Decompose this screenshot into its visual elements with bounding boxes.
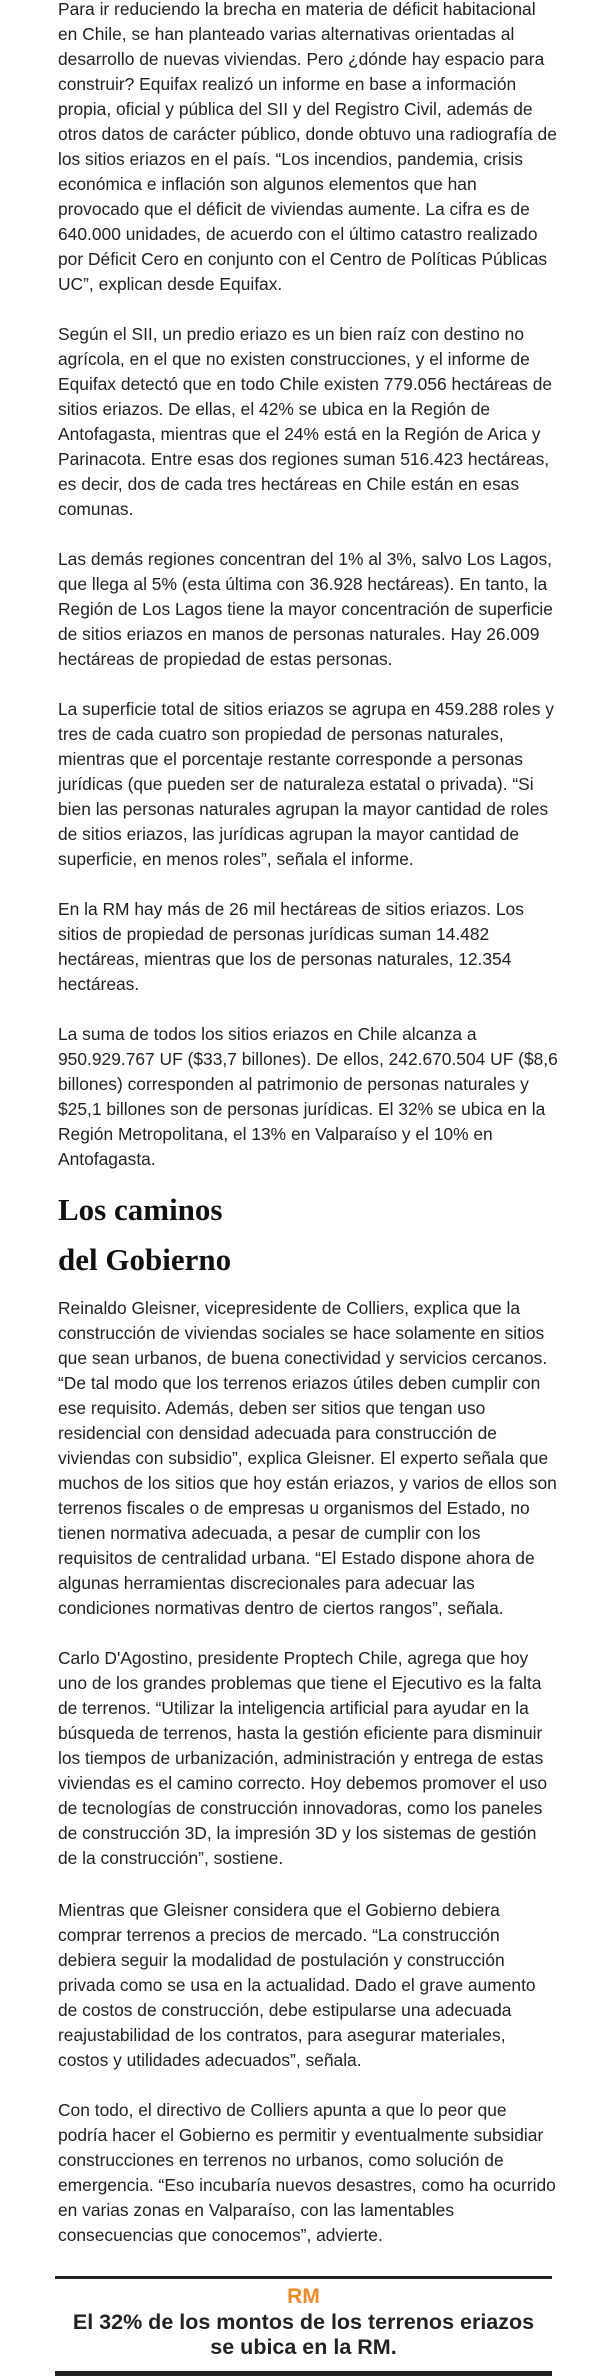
article-paragraph: Carlo D'Agostino, presidente Proptech Chile, agrega que hoy uno de los grandes problemas que tiene el Ejecutivo es la falta de terrenos. “Utilizar la inteligencia artificial para ayudar en la búsqueda de terrenos, hasta la gestión eficiente para disminuir los tiempos de urbanización, administración y entrega de estas viviendas es el camino correcto. Hoy debemos promover el uso de tecnologías de construcción innovadoras, como los paneles de construcción 3D, la impresión 3D y los sistemas de gestión de la construcción”, sostiene.: [58, 1648, 548, 1868]
article-paragraph: Las demás regiones concentran del 1% al 3%, salvo Los Lagos, que llega al 5% (esta última con 36.928 hectáreas). En tanto, la Región de Los Lagos tiene la mayor concentración de superficie de sitios eriazos en manos de personas naturales. Hay 26.009 hectáreas de propiedad de estas personas.: [58, 549, 553, 669]
article-paragraph: Mientras que Gleisner considera que el Gobierno debiera comprar terrenos a precios de mercado. “La construcción debiera seguir la modalidad de postulación y construcción privada como se usa en la actualidad. Dado el grave aumento de costos de construcción, debe estipularse una adecuada reajustabilidad de los contratos, para asegurar materiales, costos y utilidades adecuados”, señala.: [58, 1900, 536, 2070]
callout-text: El 32% de los montos de los terrenos eriazos se ubica en la RM.: [72, 2310, 535, 2359]
article-paragraph: Según el SII, un predio eriazo es un bien raíz con destino no agrícola, en el que no existen construcciones, y el informe de Equifax detectó que en todo Chile existen 779.056 hectáreas de sitios eriazos. De ellas, el 42% se ubica en la Región de Antofagasta, mientras que el 24% está en la Región de Arica y Parinacota. Entre esas dos regiones suman 516.423 hectáreas, es decir, dos de cada tres hectáreas en Chile están en esas comunas.: [58, 324, 553, 519]
section-heading-line-2: del Gobierno: [58, 1242, 232, 1277]
article-paragraph: La superficie total de sitios eriazos se agrupa en 459.288 roles y tres de cada cuatro son propiedad de personas naturales, mientras que el porcentaje restante corresponde a personas jurídicas (que pueden ser de naturaleza estatal o privada). “Si bien las personas naturales agrupan la mayor cantidad de roles de sitios eriazos, las jurídicas agrupan la mayor cantidad de superficie, en menos roles”, señala el informe.: [58, 699, 554, 869]
article-paragraph: Para ir reduciendo la brecha en materia de déficit habitacional en Chile, se han planteado varias alternativas orientadas al desarrollo de nuevas viviendas. Pero ¿dónde hay espacio para construir? Equifax realizó un informe en base a información propia, oficial y pública del SII y del Registro Civil, además de otros datos de carácter público, donde obtuvo una radiografía de los sitios eriazos en el país. “Los incendios, pandemia, crisis económica e inflación son algunos elementos que han provocado que el déficit de viviendas aumente. La cifra es de 640.000 unidades, de acuerdo con el último catastro realizado por Déficit Cero en conjunto con el Centro de Políticas Públicas UC”, explican desde Equifax.: [58, 0, 557, 294]
article-paragraph: La suma de todos los sitios eriazos en Chile alcanza a 950.929.767 UF ($33,7 billones). De ellos, 242.670.504 UF ($8,6 billones) corresponden al patrimonio de personas naturales y $25,1 billones son de personas jurídicas. El 32% se ubica en la Región Metropolitana, el 13% en Valparaíso y el 10% en Antofagasta.: [58, 1024, 558, 1169]
callout-label: RM: [287, 2285, 320, 2308]
article-paragraph: En la RM hay más de 26 mil hectáreas de sitios eriazos. Los sitios de propiedad de personas jurídicas suman 14.482 hectáreas, mientras que los de personas naturales, 12.354 hectáreas.: [58, 899, 524, 994]
section-heading-line-1: Los caminos: [58, 1192, 223, 1227]
article-paragraph: Reinaldo Gleisner, vicepresidente de Colliers, explica que la construcción de viviendas sociales se hace solamente en sitios que sean urbanos, de buena conectividad y servicios cercanos. “De tal modo que los terrenos eriazos útiles deben cumplir con ese requisito. Además, deben ser sitios que tengan uso residencial con densidad adecuada para construcción de viviendas con subsidio”, explica Gleisner. El experto señala que muchos de los sitios que hoy están eriazos, y varios de ellos son terrenos fiscales o de empresas u organismos del Estado, no tienen normativa adecuada, a pesar de cumplir con los requisitos de centralidad urbana. “El Estado dispone ahora de algunas herramientas discrecionales para adecuar las condiciones normativas dentro de ciertos rangos”, señala.: [58, 1298, 557, 1618]
article-paragraph: Con todo, el directivo de Colliers apunta a que lo peor que podría hacer el Gobierno es permitir y eventualmente subsidiar construcciones en terrenos no urbanos, como solución de emergencia. “Eso incubaría nuevos desastres, como ha ocurrido en varias zonas en Valparaíso, con las lamentables consecuencias que conocemos”, advierte.: [58, 2100, 556, 2245]
highlight-callout: [55, 2276, 552, 2376]
